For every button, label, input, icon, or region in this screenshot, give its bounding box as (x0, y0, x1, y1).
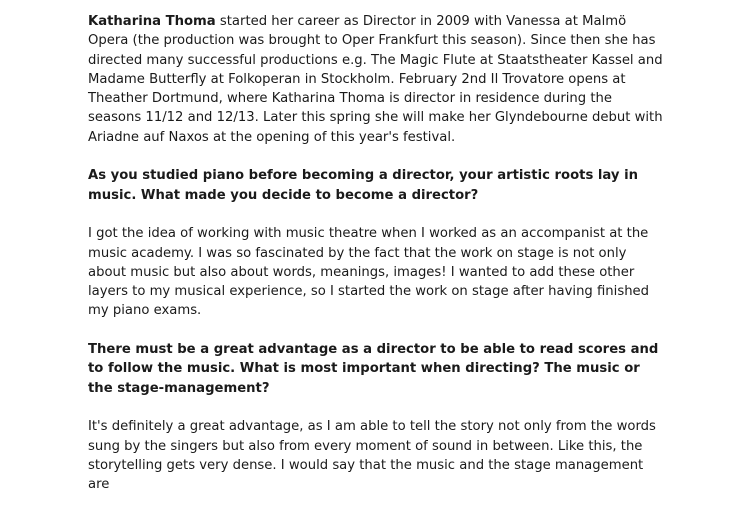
answer-2: It's definitely a great advantage, as I am able to tell the story not only from the words sung by the singers but also from every moment of sound in between. Like this, the storytelling gets very dense. I would say that the music and the stage management are (88, 419, 656, 493)
question-2: There must be a great advantage as a director to be able to read scores and to follow the music. What is most important when directing? The music or the stage-management? (88, 342, 659, 396)
intro-paragraph (88, 12, 663, 147)
director-name: Katharina Thoma (88, 14, 216, 29)
answer-1: I got the idea of working with music theatre when I worked as an accompanist at the music academy. I was so fascinated by the fact that the work on stage is not only about music but also about words, meanings, images! I wanted to add these other layers to my musical experience, so I started the work on stage after having finished my piano exams. (88, 226, 650, 319)
question-1: As you studied piano before becoming a director, your artistic roots lay in music. What made you decide to become a director? (88, 168, 638, 203)
document-page (88, 12, 663, 514)
intro-text: started her career as Director in 2009 with Vanessa at Malmö Opera (the production was brought to Oper Frankfurt this season). Since then she has directed many successful productions e.g. The Magic Flute at Staatstheater Kassel and Madame Butterfly at Folkoperan in Stockholm. February 2nd Il Trovatore opens at Theather Dortmund, where Katharina Thoma is director in residence during the seasons 11/12 and 12/13. Later this spring she will make her Glyndebourne debut with Ariadne auf Naxos at the opening of this year's festival. (88, 14, 663, 145)
